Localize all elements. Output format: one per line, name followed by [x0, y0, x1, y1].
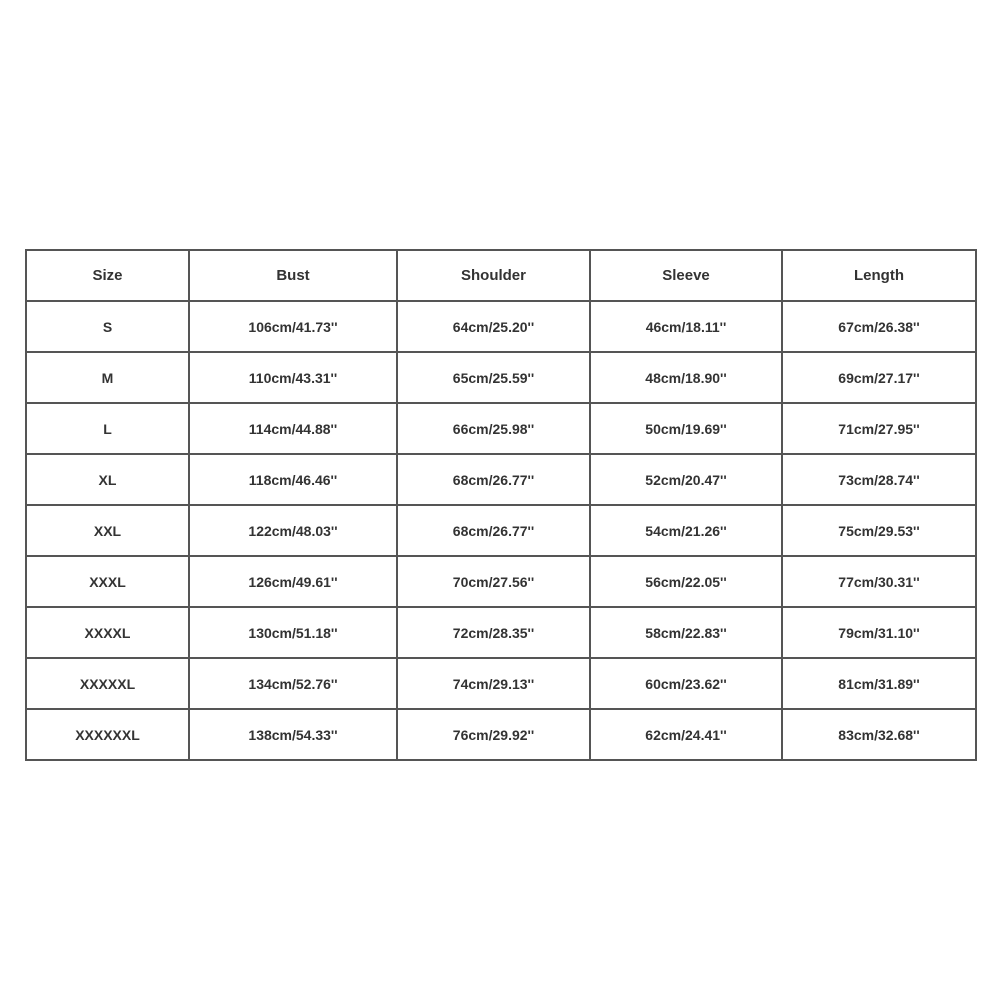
table-row	[26, 505, 976, 556]
cell-length: 71cm/27.95''	[782, 403, 976, 454]
cell-shoulder: 70cm/27.56''	[397, 556, 590, 607]
table-header	[26, 250, 976, 301]
cell-sleeve: 50cm/19.69''	[590, 403, 782, 454]
header-bust: Bust	[189, 250, 397, 301]
cell-length: 83cm/32.68''	[782, 709, 976, 760]
cell-shoulder: 65cm/25.59''	[397, 352, 590, 403]
cell-sleeve: 54cm/21.26''	[590, 505, 782, 556]
cell-sleeve: 62cm/24.41''	[590, 709, 782, 760]
cell-length: 79cm/31.10''	[782, 607, 976, 658]
cell-sleeve: 52cm/20.47''	[590, 454, 782, 505]
header-length: Length	[782, 250, 976, 301]
cell-length: 77cm/30.31''	[782, 556, 976, 607]
cell-size: XXXL	[26, 556, 189, 607]
cell-size: XXL	[26, 505, 189, 556]
table-row	[26, 556, 976, 607]
table-row	[26, 454, 976, 505]
cell-size: XXXXXXL	[26, 709, 189, 760]
cell-size: L	[26, 403, 189, 454]
cell-size: M	[26, 352, 189, 403]
cell-bust: 130cm/51.18''	[189, 607, 397, 658]
cell-shoulder: 68cm/26.77''	[397, 454, 590, 505]
table-row	[26, 607, 976, 658]
size-chart-table	[25, 249, 977, 761]
cell-shoulder: 76cm/29.92''	[397, 709, 590, 760]
cell-shoulder: 64cm/25.20''	[397, 301, 590, 352]
cell-length: 73cm/28.74''	[782, 454, 976, 505]
cell-sleeve: 48cm/18.90''	[590, 352, 782, 403]
header-size: Size	[26, 250, 189, 301]
cell-bust: 134cm/52.76''	[189, 658, 397, 709]
cell-length: 81cm/31.89''	[782, 658, 976, 709]
cell-sleeve: 56cm/22.05''	[590, 556, 782, 607]
table-body	[26, 301, 976, 760]
cell-size: XL	[26, 454, 189, 505]
cell-shoulder: 72cm/28.35''	[397, 607, 590, 658]
cell-length: 69cm/27.17''	[782, 352, 976, 403]
cell-bust: 106cm/41.73''	[189, 301, 397, 352]
cell-bust: 118cm/46.46''	[189, 454, 397, 505]
cell-length: 75cm/29.53''	[782, 505, 976, 556]
cell-sleeve: 60cm/23.62''	[590, 658, 782, 709]
cell-bust: 122cm/48.03''	[189, 505, 397, 556]
header-sleeve: Sleeve	[590, 250, 782, 301]
cell-sleeve: 46cm/18.11''	[590, 301, 782, 352]
cell-bust: 114cm/44.88''	[189, 403, 397, 454]
table-row	[26, 403, 976, 454]
header-row	[26, 250, 976, 301]
table-row	[26, 709, 976, 760]
cell-bust: 110cm/43.31''	[189, 352, 397, 403]
cell-shoulder: 74cm/29.13''	[397, 658, 590, 709]
cell-length: 67cm/26.38''	[782, 301, 976, 352]
cell-size: S	[26, 301, 189, 352]
header-shoulder: Shoulder	[397, 250, 590, 301]
cell-size: XXXXL	[26, 607, 189, 658]
cell-shoulder: 68cm/26.77''	[397, 505, 590, 556]
cell-shoulder: 66cm/25.98''	[397, 403, 590, 454]
cell-bust: 126cm/49.61''	[189, 556, 397, 607]
table-row	[26, 301, 976, 352]
cell-sleeve: 58cm/22.83''	[590, 607, 782, 658]
cell-size: XXXXXL	[26, 658, 189, 709]
table-row	[26, 658, 976, 709]
cell-bust: 138cm/54.33''	[189, 709, 397, 760]
table-row	[26, 352, 976, 403]
